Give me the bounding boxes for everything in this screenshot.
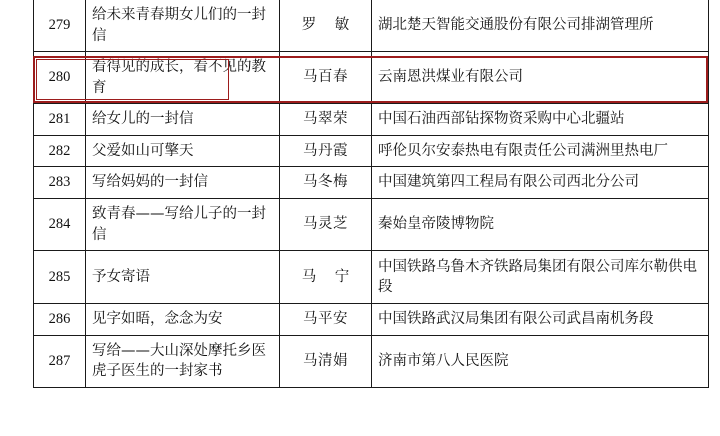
row-number: 282: [34, 135, 86, 167]
row-title: 见字如晤，念念为安: [86, 304, 280, 336]
row-organization: 呼伦贝尔安泰热电有限责任公司满洲里热电厂: [372, 135, 709, 167]
row-title: 予女寄语: [86, 251, 280, 304]
table-row: [34, 167, 709, 199]
row-author: 马百春: [280, 52, 372, 104]
table-row: [34, 0, 709, 52]
row-title: 父爱如山可擎天: [86, 135, 280, 167]
row-number: 281: [34, 104, 86, 136]
table-row: [34, 304, 709, 336]
table-row: [34, 199, 709, 251]
row-author: 马丹霞: [280, 135, 372, 167]
table-row: [34, 135, 709, 167]
row-author: 马冬梅: [280, 167, 372, 199]
table-row: [34, 104, 709, 136]
row-title: 写给——大山深处摩托乡医虎子医生的一封家书: [86, 335, 280, 387]
row-organization: 济南市第八人民医院: [372, 335, 709, 387]
award-list-table: [33, 0, 709, 388]
row-number: 286: [34, 304, 86, 336]
row-title: 致青春——写给儿子的一封信: [86, 199, 280, 251]
row-number: 285: [34, 251, 86, 304]
row-author: 马 宁: [280, 251, 372, 304]
row-number: 284: [34, 199, 86, 251]
table-row: [34, 251, 709, 304]
row-title: 写给妈妈的一封信: [86, 167, 280, 199]
row-author: 马平安: [280, 304, 372, 336]
row-number: 279: [34, 0, 86, 52]
row-title: 看得见的成长，看不见的教育: [86, 52, 280, 104]
row-author: 马灵芝: [280, 199, 372, 251]
table-row-highlighted: [34, 52, 709, 104]
row-organization: 秦始皇帝陵博物院: [372, 199, 709, 251]
row-author: 罗 敏: [280, 0, 372, 52]
row-organization: 湖北楚天智能交通股份有限公司排湖管理所: [372, 0, 709, 52]
row-organization: 中国建筑第四工程局有限公司西北分公司: [372, 167, 709, 199]
row-author: 马清娟: [280, 335, 372, 387]
row-title: 给未来青春期女儿们的一封信: [86, 0, 280, 52]
row-organization: 中国铁路武汉局集团有限公司武昌南机务段: [372, 304, 709, 336]
row-number: 280: [34, 52, 86, 104]
row-author: 马翠荣: [280, 104, 372, 136]
row-organization: 中国铁路乌鲁木齐铁路局集团有限公司库尔勒供电段: [372, 251, 709, 304]
row-number: 283: [34, 167, 86, 199]
row-organization: 中国石油西部钻探物资采购中心北疆站: [372, 104, 709, 136]
row-title: 给女儿的一封信: [86, 104, 280, 136]
row-organization: 云南恩洪煤业有限公司: [372, 52, 709, 104]
row-number: 287: [34, 335, 86, 387]
table-row: [34, 335, 709, 387]
